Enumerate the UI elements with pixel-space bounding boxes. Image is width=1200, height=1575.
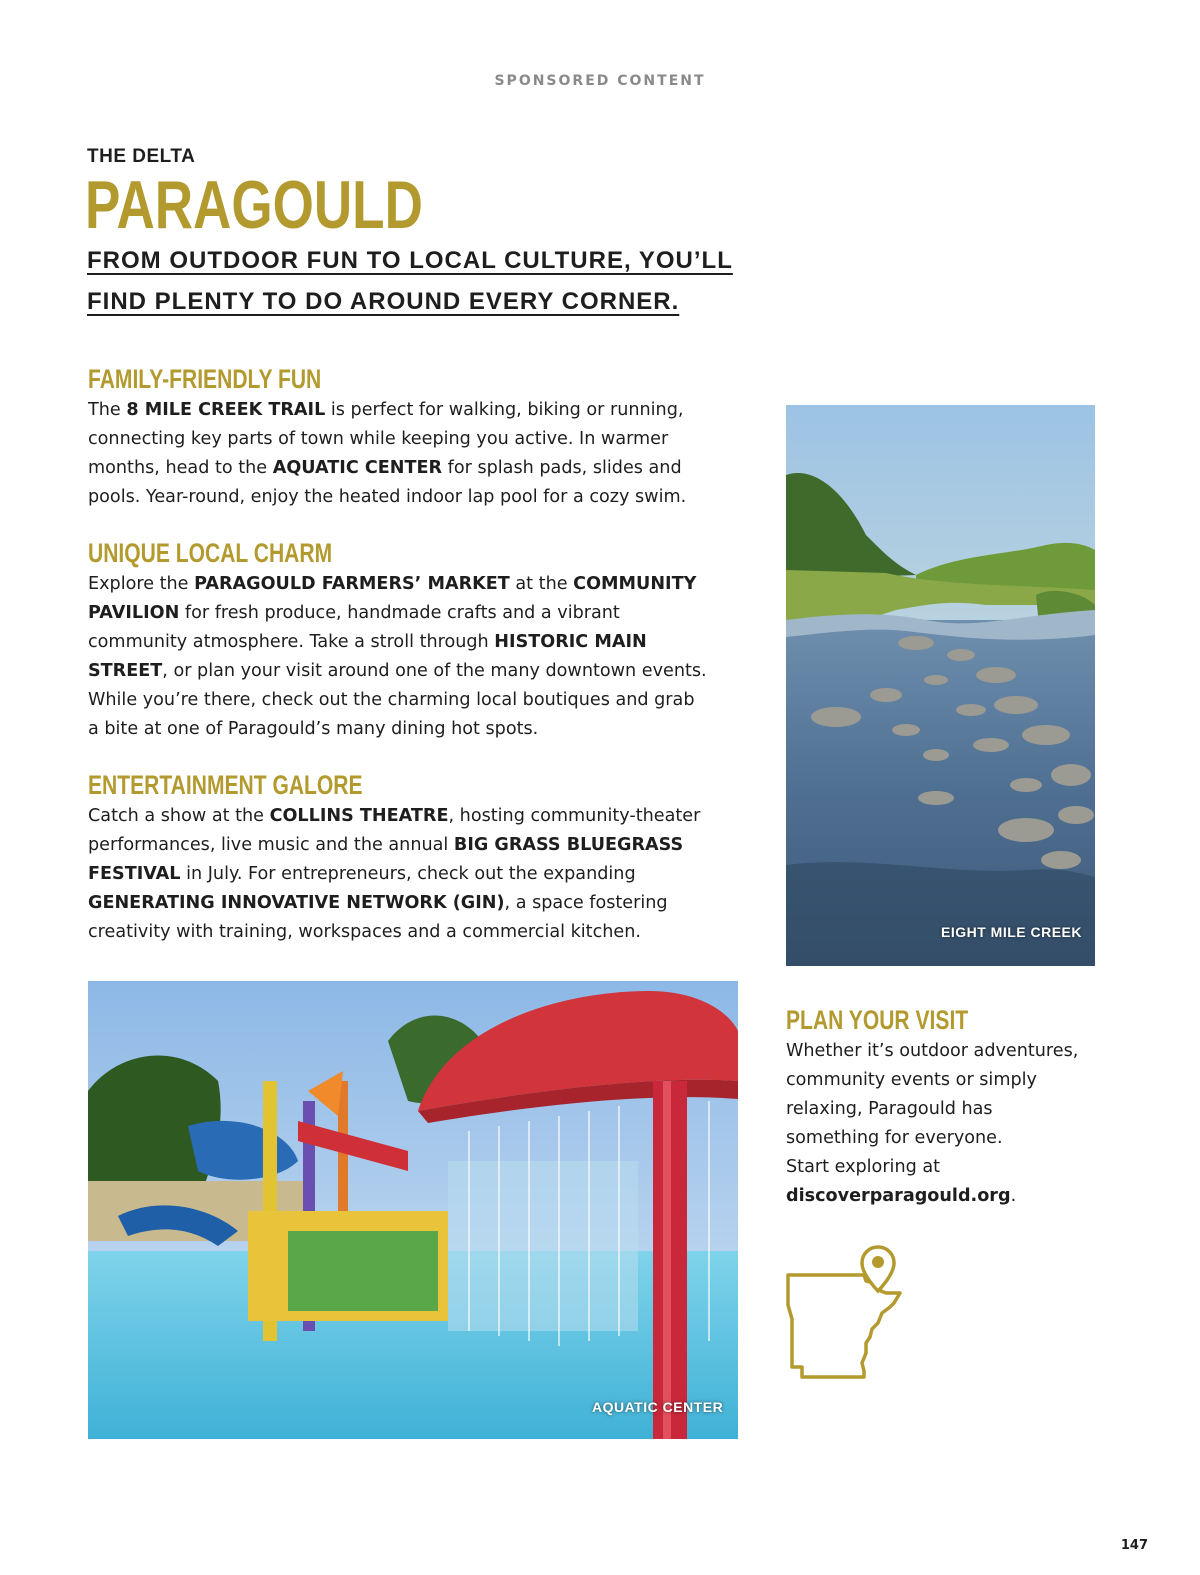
arkansas-map-pin-icon	[786, 1245, 906, 1385]
aquatic-center-name: AQUATIC CENTER	[272, 458, 443, 478]
plan-your-visit	[786, 1005, 1126, 1211]
aquatic-center-photo	[88, 981, 738, 1439]
creek-illustration	[786, 405, 1095, 966]
section-body: Catch a show at the COLLINS THEATRE, hosting community-theater performances, live music and the annual BIG GRASS BLUEGRASS FESTIVAL in July. For entrepreneurs, check out the expanding GENERATING INNOVATIVE NETWORK (GIN), a space fostering creativity with training, workspaces and a commercial kitchen.	[88, 806, 701, 942]
eight-mile-creek-photo	[786, 405, 1095, 966]
sponsored-content-label: SPONSORED CONTENT	[494, 73, 706, 89]
plan-heading: PLAN YOUR VISIT	[786, 1005, 969, 1035]
section-unique-local-charm	[88, 538, 738, 744]
aquatic-illustration	[88, 981, 738, 1439]
tagline-line-1: FROM OUTDOOR FUN TO LOCAL CULTURE, YOU’LL	[87, 247, 733, 274]
website-link[interactable]: discoverparagould.org	[786, 1186, 1011, 1206]
section-family-friendly-fun	[88, 364, 738, 512]
plan-body: Whether it’s outdoor adventures, community events or simply relaxing, Paragould has something for everyone. Start exploring at discoverparagould.org.	[786, 1041, 1079, 1206]
region-label: THE DELTA	[87, 146, 196, 167]
page-number: 147	[1120, 1538, 1148, 1553]
aquatic-caption: AQUATIC CENTER	[592, 1399, 724, 1415]
section-body: The 8 MILE CREEK TRAIL is perfect for walking, biking or running, connecting key parts of town while keeping you active. In warmer months, head to the AQUATIC CENTER for splash pads, slides and pools. Year-round, enjoy the heated indoor lap pool for a cozy swim.	[88, 400, 687, 507]
section-heading: ENTERTAINMENT GALORE	[88, 770, 363, 800]
tagline	[87, 240, 767, 322]
creek-caption: EIGHT MILE CREEK	[941, 924, 1083, 940]
section-entertainment-galore	[88, 770, 738, 947]
section-body: Explore the PARAGOULD FARMERS’ MARKET at the COMMUNITY PAVILION for fresh produce, handmade crafts and a vibrant community atmosphere. Take a stroll through HISTORIC MAIN STREET, or plan your visit around one of the many downtown events. While you’re there, check out the charming local boutiques and grab a bite at one of Paragould’s many dining hot spots.	[88, 574, 707, 739]
page-title: PARAGOULD	[85, 167, 423, 243]
tagline-line-2: FIND PLENTY TO DO AROUND EVERY CORNER.	[87, 288, 680, 315]
section-heading: FAMILY-FRIENDLY FUN	[88, 364, 322, 394]
trail-name: 8 MILE CREEK TRAIL	[126, 400, 326, 420]
section-heading: UNIQUE LOCAL CHARM	[88, 538, 333, 568]
